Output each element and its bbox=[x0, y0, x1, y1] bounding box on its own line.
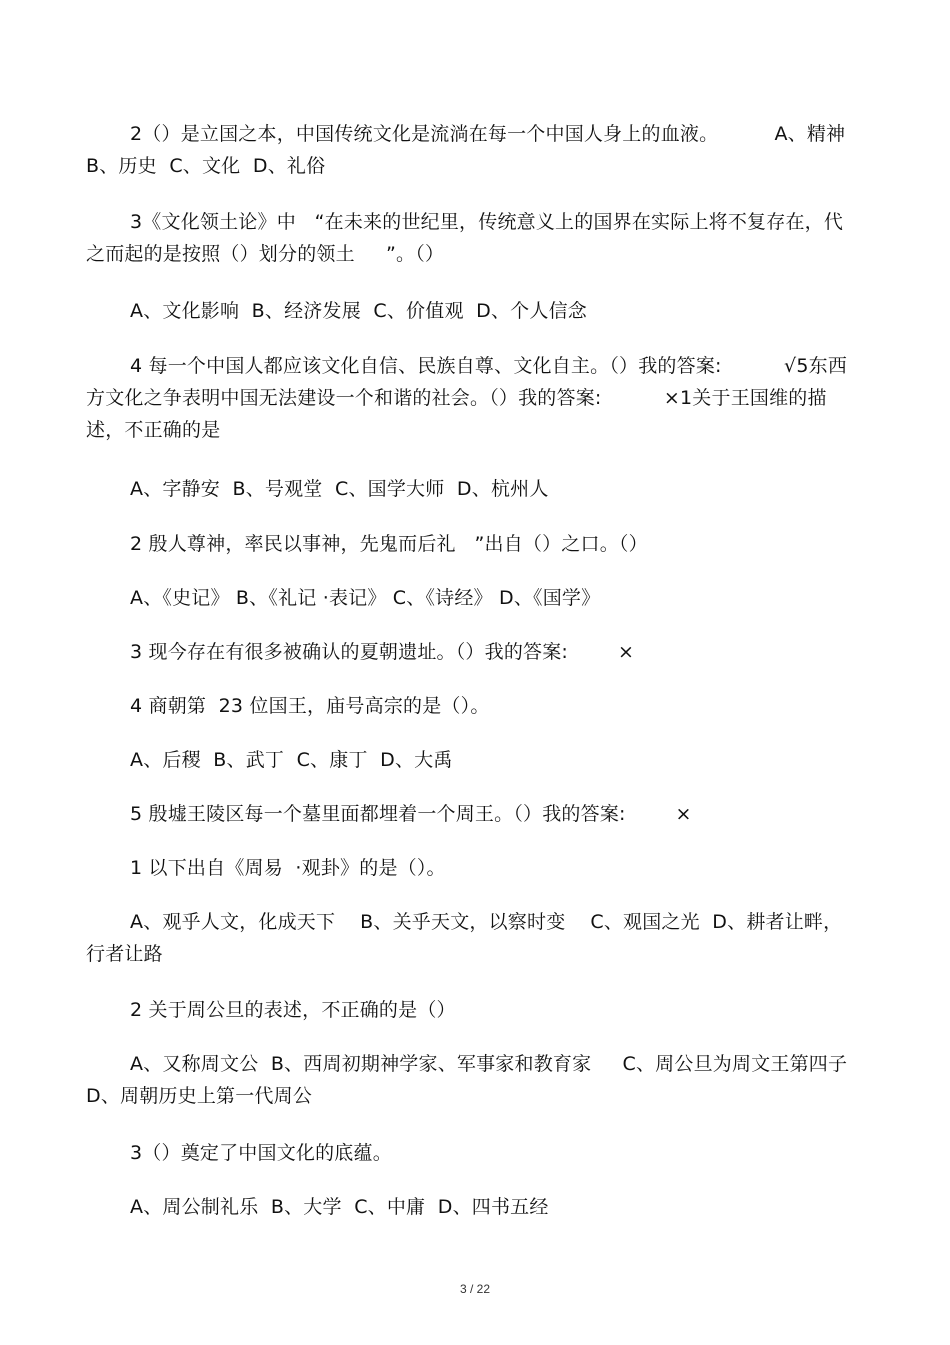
page-number: 3 / 22 bbox=[459, 1282, 491, 1296]
paragraph-q2-culture-root: 2（）是立国之本，中国传统文化是流淌在每一个中国人身上的血液。 A、精神 B、历史 C、文化 D、礼俗 bbox=[86, 123, 858, 177]
paragraph-q2-yin-people: 2 殷人尊神，率民以事神，先鬼而后礼 ”出自（）之口。（） bbox=[130, 533, 648, 555]
paragraph-q1-zhouyi: 1 以下出自《周易 ·观卦》的是（）。 bbox=[130, 857, 446, 879]
paragraph-q3-xia-sites: 3 现今存在有很多被确认的夏朝遗址。（）我的答案: × bbox=[130, 641, 635, 663]
paragraph-q3-options: A、文化影响 B、经济发展 C、价值观 D、个人信念 bbox=[130, 300, 587, 322]
paragraph-q4-options: A、后稷 B、武丁 C、康丁 D、大禹 bbox=[130, 749, 453, 771]
paragraph-q4-q5-wang-guowei: 4 每一个中国人都应该文化自信、民族自尊、文化自主。（）我的答案: √5东西方文化之争表明中国无法建设一个和谐的社会。（）我的答案: ×1关于王国维的描述，不正确的是 bbox=[86, 355, 848, 441]
paragraph-wang-guowei-options: A、字静安 B、号观堂 C、国学大师 D、杭州人 bbox=[130, 478, 549, 500]
paragraph-q3-cultural-territory: 3《文化领土论》中 “在未来的世纪里，传统意义上的国界在实际上将不复存在，代之而起的是按照（）划分的领土 ”。（） bbox=[86, 211, 844, 265]
paragraph-q4-shang-king: 4 商朝第 23 位国王，庙号高宗的是（）。 bbox=[130, 695, 490, 717]
paragraph-q5-yinxu: 5 殷墟王陵区每一个墓里面都埋着一个周王。（）我的答案: × bbox=[130, 803, 692, 825]
paragraph-q3-foundation: 3（）奠定了中国文化的底蕴。 bbox=[130, 1142, 392, 1164]
paragraph-q1-options: A、观乎人文，化成天下 B、关乎天文，以察时变 C、观国之光 D、耕者让畔，行者让路 bbox=[86, 911, 843, 965]
paragraph-q2-zhou-gong: 2 关于周公旦的表述，不正确的是（） bbox=[130, 999, 456, 1021]
paragraph-q2-options: A、《史记》 B、《礼记 ·表记》 C、《诗经》 D、《国学》 bbox=[130, 587, 601, 609]
paragraph-q2-zhou-gong-options: A、又称周文公 B、西周初期神学家、军事家和教育家 C、周公旦为周文王第四子 D、周朝历史上第一代周公 bbox=[86, 1053, 860, 1107]
paragraph-q3-foundation-options: A、周公制礼乐 B、大学 C、中庸 D、四书五经 bbox=[130, 1196, 549, 1218]
